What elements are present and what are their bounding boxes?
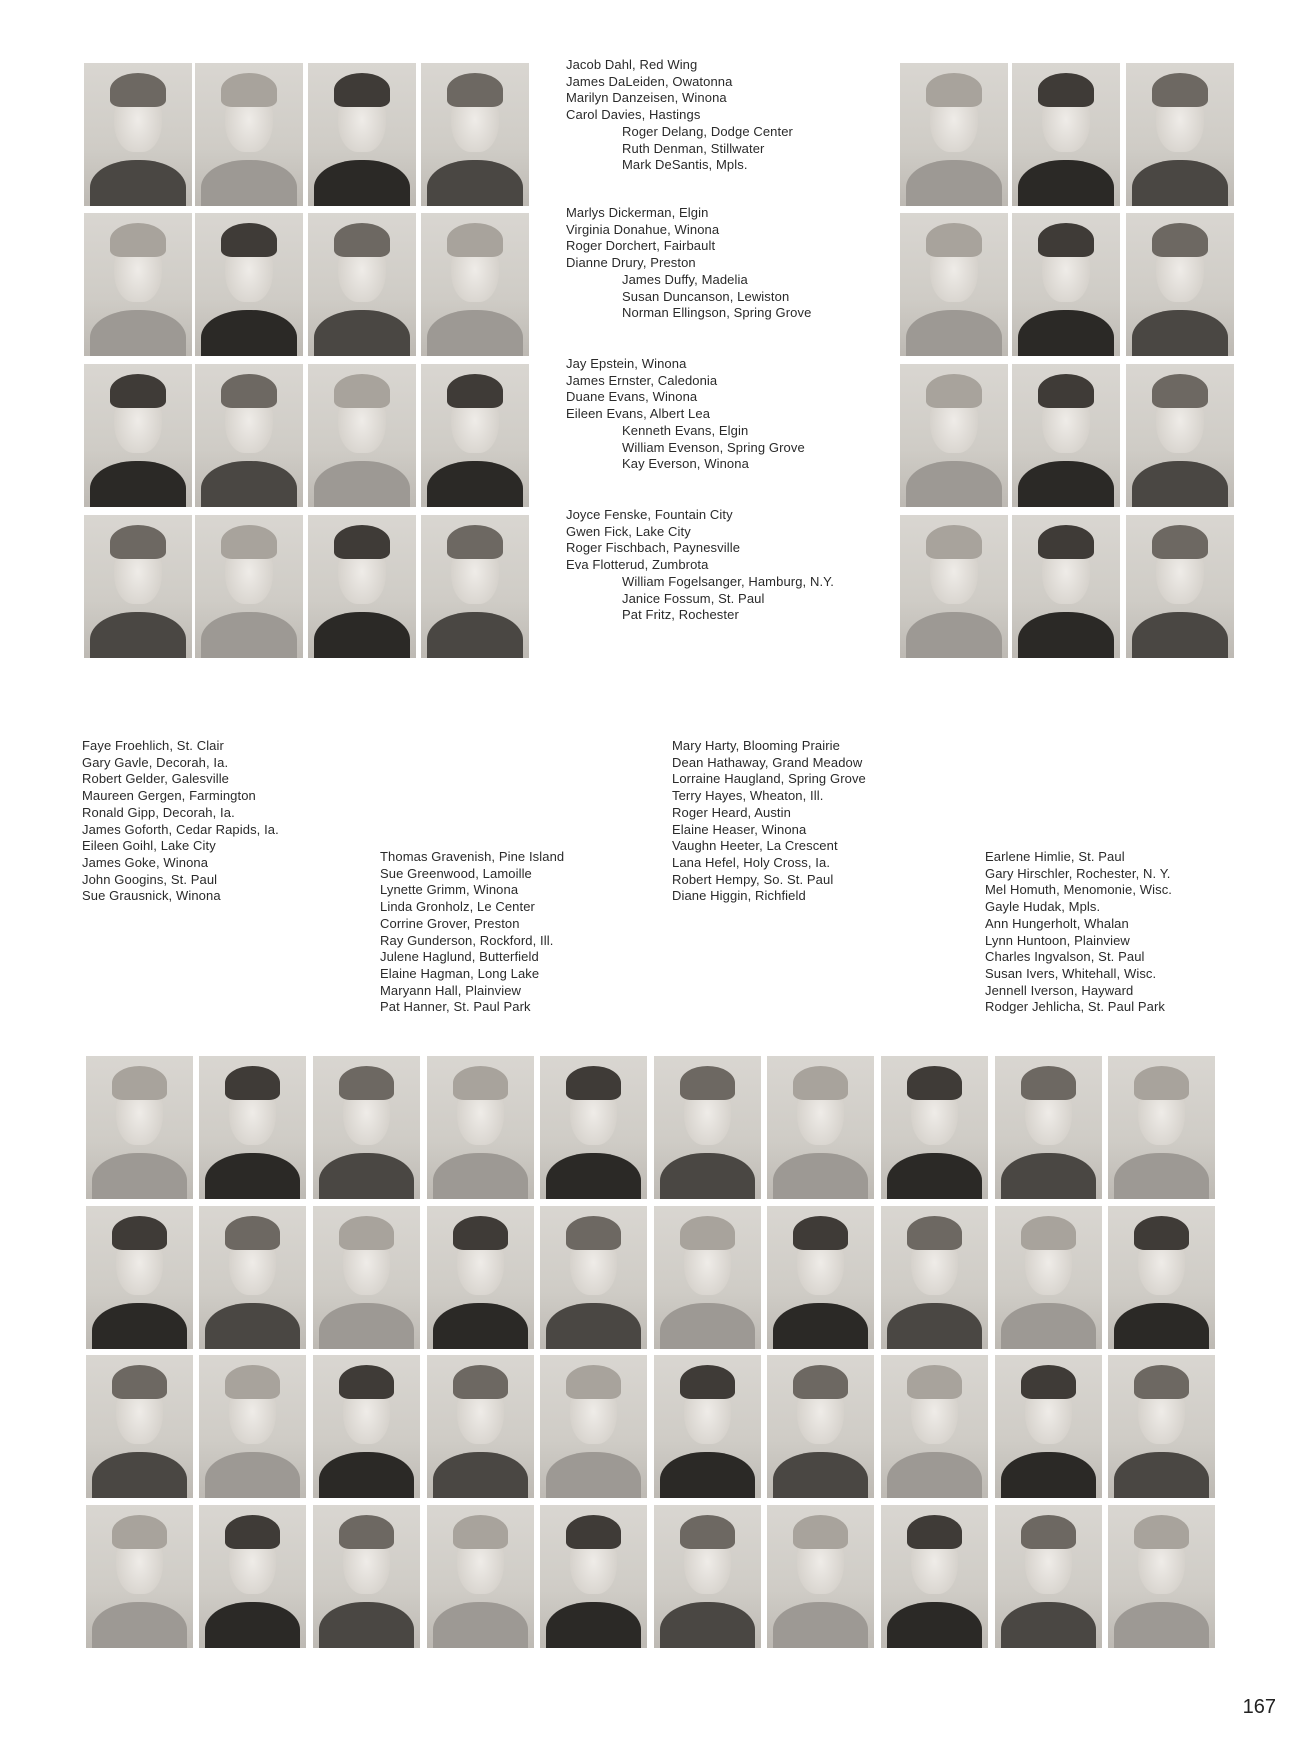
portrait-photo bbox=[900, 364, 1008, 507]
portrait-photo bbox=[995, 1505, 1102, 1648]
portrait-photo bbox=[540, 1056, 647, 1199]
portrait-photo bbox=[427, 1355, 534, 1498]
portrait-photo bbox=[313, 1355, 420, 1498]
bottom-name-column-4 bbox=[985, 849, 1172, 1016]
portrait-photo bbox=[308, 364, 416, 507]
portrait-photo bbox=[86, 1206, 193, 1349]
name-entry: Lorraine Haugland, Spring Grove bbox=[672, 771, 866, 787]
name-entry: Eva Flotterud, Zumbrota bbox=[566, 557, 709, 573]
name-entry: Dean Hathaway, Grand Meadow bbox=[672, 754, 863, 770]
name-entry: James Goke, Winona bbox=[82, 854, 209, 870]
name-entry: Duane Evans, Winona bbox=[566, 389, 698, 405]
name-entry: William Fogelsanger, Hamburg, N.Y. bbox=[622, 573, 834, 589]
bottom-name-column-3 bbox=[672, 738, 866, 905]
name-entry: Norman Ellingson, Spring Grove bbox=[622, 305, 812, 321]
portrait-photo bbox=[427, 1505, 534, 1648]
name-entry: Terry Hayes, Wheaton, Ill. bbox=[672, 788, 824, 804]
name-entry: James Ernster, Caledonia bbox=[566, 372, 718, 388]
portrait-photo bbox=[199, 1355, 306, 1498]
name-entry: Earlene Himlie, St. Paul bbox=[985, 849, 1125, 864]
portrait-photo bbox=[1012, 213, 1120, 356]
portrait-photo bbox=[654, 1355, 761, 1498]
portrait-photo bbox=[195, 515, 303, 658]
portrait-photo bbox=[900, 515, 1008, 658]
name-entry: Robert Hempy, So. St. Paul bbox=[672, 871, 834, 887]
portrait-photo bbox=[540, 1206, 647, 1349]
name-entry: Sue Grausnick, Winona bbox=[82, 888, 221, 904]
portrait-photo bbox=[84, 213, 192, 356]
top-name-group-4 bbox=[566, 507, 834, 624]
portrait-photo bbox=[421, 63, 529, 206]
name-entry: Maryann Hall, Plainview bbox=[380, 982, 522, 998]
name-entry: Eileen Goihl, Lake City bbox=[82, 838, 216, 854]
portrait-photo bbox=[86, 1056, 193, 1199]
name-entry: Rodger Jehlicha, St. Paul Park bbox=[985, 999, 1166, 1015]
portrait-photo bbox=[881, 1505, 988, 1648]
portrait-photo bbox=[1126, 515, 1234, 658]
portrait-photo bbox=[995, 1206, 1102, 1349]
portrait-photo bbox=[654, 1206, 761, 1349]
portrait-photo bbox=[900, 63, 1008, 206]
portrait-photo bbox=[881, 1206, 988, 1349]
name-entry: Ray Gunderson, Rockford, Ill. bbox=[380, 932, 554, 948]
portrait-photo bbox=[767, 1505, 874, 1648]
portrait-photo bbox=[767, 1206, 874, 1349]
portrait-photo bbox=[308, 213, 416, 356]
portrait-photo bbox=[1126, 213, 1234, 356]
portrait-photo bbox=[84, 515, 192, 658]
portrait-photo bbox=[1012, 515, 1120, 658]
portrait-photo bbox=[195, 63, 303, 206]
portrait-photo bbox=[654, 1056, 761, 1199]
name-entry: Gary Gavle, Decorah, Ia. bbox=[82, 754, 229, 770]
bottom-name-column-1 bbox=[82, 738, 279, 905]
portrait-photo bbox=[421, 213, 529, 356]
name-entry: Susan Duncanson, Lewiston bbox=[622, 288, 790, 304]
portrait-photo bbox=[995, 1056, 1102, 1199]
name-entry: Mel Homuth, Menomonie, Wisc. bbox=[985, 882, 1173, 898]
portrait-photo bbox=[421, 364, 529, 507]
name-entry: Lana Hefel, Holy Cross, Ia. bbox=[672, 854, 831, 870]
portrait-photo bbox=[767, 1355, 874, 1498]
portrait-photo bbox=[86, 1355, 193, 1498]
portrait-photo bbox=[767, 1056, 874, 1199]
name-entry: Marilyn Danzeisen, Winona bbox=[566, 90, 727, 106]
portrait-photo bbox=[1108, 1056, 1215, 1199]
portrait-photo bbox=[195, 364, 303, 507]
portrait-photo bbox=[995, 1355, 1102, 1498]
portrait-photo bbox=[313, 1056, 420, 1199]
portrait-photo bbox=[1012, 63, 1120, 206]
name-entry: Kay Everson, Winona bbox=[622, 456, 749, 472]
name-entry: Maureen Gergen, Farmington bbox=[82, 788, 256, 804]
name-entry: Diane Higgin, Richfield bbox=[672, 888, 806, 904]
name-entry: Virginia Donahue, Winona bbox=[566, 221, 720, 237]
name-entry: James Goforth, Cedar Rapids, Ia. bbox=[82, 821, 279, 837]
portrait-photo bbox=[881, 1056, 988, 1199]
bottom-name-column-2 bbox=[380, 849, 564, 1016]
name-entry: Kenneth Evans, Elgin bbox=[622, 422, 749, 438]
name-entry: Pat Fritz, Rochester bbox=[622, 607, 739, 623]
portrait-photo bbox=[540, 1355, 647, 1498]
name-entry: Jay Epstein, Winona bbox=[566, 356, 687, 371]
name-entry: Dianne Drury, Preston bbox=[566, 255, 696, 271]
portrait-photo bbox=[1126, 63, 1234, 206]
name-entry: John Googins, St. Paul bbox=[82, 871, 218, 887]
name-entry: Jennell Iverson, Hayward bbox=[985, 982, 1134, 998]
portrait-photo bbox=[84, 364, 192, 507]
name-entry: Ruth Denman, Stillwater bbox=[622, 140, 765, 156]
name-entry: Faye Froehlich, St. Clair bbox=[82, 738, 224, 753]
portrait-photo bbox=[199, 1505, 306, 1648]
portrait-photo bbox=[654, 1505, 761, 1648]
name-entry: Susan Ivers, Whitehall, Wisc. bbox=[985, 965, 1157, 981]
top-name-group-2 bbox=[566, 205, 811, 322]
name-entry: Lynette Grimm, Winona bbox=[380, 882, 519, 898]
portrait-photo bbox=[313, 1505, 420, 1648]
portrait-photo bbox=[421, 515, 529, 658]
name-entry: Linda Gronholz, Le Center bbox=[380, 899, 535, 915]
portrait-photo bbox=[313, 1206, 420, 1349]
name-entry: Corrine Grover, Preston bbox=[380, 915, 520, 931]
name-entry: Roger Dorchert, Fairbault bbox=[566, 238, 716, 254]
portrait-photo bbox=[308, 515, 416, 658]
name-entry: Janice Fossum, St. Paul bbox=[622, 590, 765, 606]
name-entry: Charles Ingvalson, St. Paul bbox=[985, 949, 1145, 965]
portrait-photo bbox=[195, 213, 303, 356]
portrait-photo bbox=[540, 1505, 647, 1648]
name-entry: Marlys Dickerman, Elgin bbox=[566, 205, 709, 220]
name-entry: Julene Haglund, Butterfield bbox=[380, 949, 539, 965]
portrait-photo bbox=[1108, 1206, 1215, 1349]
top-name-group-3 bbox=[566, 356, 805, 473]
portrait-photo bbox=[1126, 364, 1234, 507]
name-entry: Gayle Hudak, Mpls. bbox=[985, 899, 1101, 915]
name-entry: Robert Gelder, Galesville bbox=[82, 771, 230, 787]
name-entry: Elaine Heaser, Winona bbox=[672, 821, 807, 837]
portrait-photo bbox=[1012, 364, 1120, 507]
portrait-photo bbox=[308, 63, 416, 206]
name-entry: Roger Heard, Austin bbox=[672, 804, 791, 820]
name-entry: Eileen Evans, Albert Lea bbox=[566, 406, 711, 422]
portrait-photo bbox=[199, 1206, 306, 1349]
name-entry: Thomas Gravenish, Pine Island bbox=[380, 849, 565, 864]
name-entry: Roger Fischbach, Paynesville bbox=[566, 540, 741, 556]
name-entry: Vaughn Heeter, La Crescent bbox=[672, 838, 838, 854]
portrait-photo bbox=[199, 1056, 306, 1199]
name-entry: Ronald Gipp, Decorah, Ia. bbox=[82, 804, 235, 820]
name-entry: James DaLeiden, Owatonna bbox=[566, 73, 733, 89]
name-entry: James Duffy, Madelia bbox=[622, 271, 748, 287]
portrait-photo bbox=[881, 1355, 988, 1498]
portrait-photo bbox=[427, 1056, 534, 1199]
top-name-group-1 bbox=[566, 57, 793, 174]
name-entry: Joyce Fenske, Fountain City bbox=[566, 507, 733, 522]
name-entry: Ann Hungerholt, Whalan bbox=[985, 915, 1129, 931]
name-entry: William Evenson, Spring Grove bbox=[622, 439, 805, 455]
portrait-photo bbox=[1108, 1355, 1215, 1498]
name-entry: Gary Hirschler, Rochester, N. Y. bbox=[985, 865, 1171, 881]
portrait-photo bbox=[86, 1505, 193, 1648]
name-entry: Gwen Fick, Lake City bbox=[566, 523, 691, 539]
portrait-photo bbox=[900, 213, 1008, 356]
name-entry: Sue Greenwood, Lamoille bbox=[380, 865, 532, 881]
name-entry: Mary Harty, Blooming Prairie bbox=[672, 738, 840, 753]
name-entry: Roger Delang, Dodge Center bbox=[622, 123, 793, 139]
name-entry: Mark DeSantis, Mpls. bbox=[622, 157, 748, 173]
name-entry: Lynn Huntoon, Plainview bbox=[985, 932, 1130, 948]
portrait-photo bbox=[1108, 1505, 1215, 1648]
name-entry: Pat Hanner, St. Paul Park bbox=[380, 999, 531, 1015]
name-entry: Jacob Dahl, Red Wing bbox=[566, 57, 698, 72]
portrait-photo bbox=[84, 63, 192, 206]
portrait-photo bbox=[427, 1206, 534, 1349]
name-entry: Carol Davies, Hastings bbox=[566, 107, 701, 123]
page-number: 167 bbox=[1242, 1696, 1276, 1718]
name-entry: Elaine Hagman, Long Lake bbox=[380, 965, 540, 981]
